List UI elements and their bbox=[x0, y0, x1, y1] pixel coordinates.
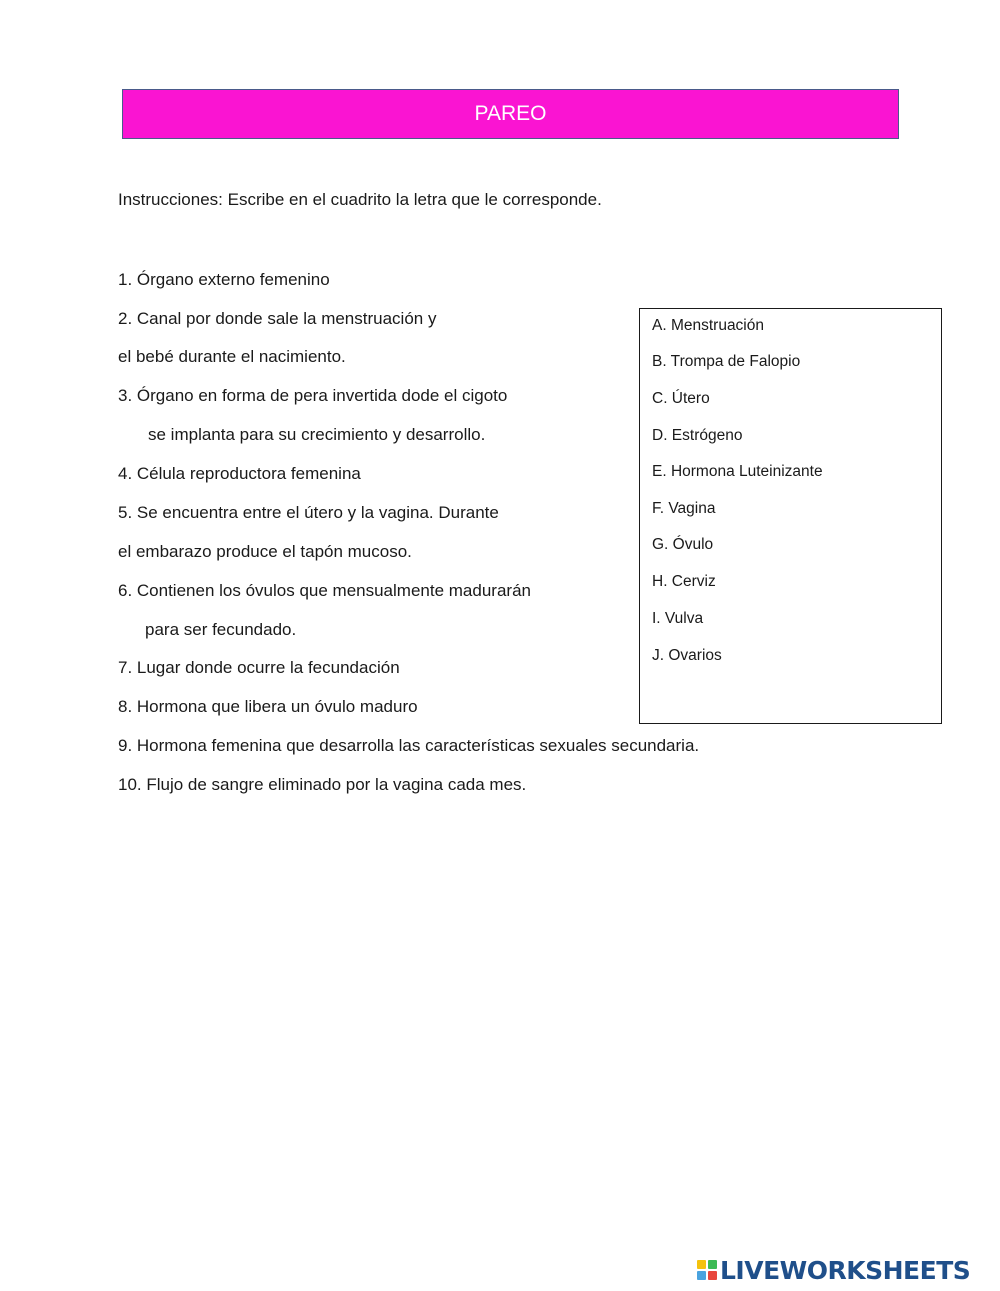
question-6: 6. Contienen los óvulos que mensualmente madurarán bbox=[118, 581, 531, 600]
brand-name: LIVEWORKSHEETS bbox=[720, 1255, 971, 1285]
title-banner bbox=[122, 89, 899, 139]
question-2-continuation: el bebé durante el nacimiento. bbox=[118, 347, 346, 366]
option-g: G. Óvulo bbox=[652, 536, 714, 553]
page-title: PAREO bbox=[474, 102, 547, 125]
question-5: 5. Se encuentra entre el útero y la vagina. Durante bbox=[118, 503, 499, 522]
question-8: 8. Hormona que libera un óvulo maduro bbox=[118, 697, 418, 716]
question-9: 9. Hormona femenina que desarrolla las características sexuales secundaria. bbox=[118, 736, 700, 755]
options-box bbox=[639, 308, 942, 724]
question-10: 10. Flujo de sangre eliminado por la vagina cada mes. bbox=[118, 775, 527, 794]
option-f: F. Vagina bbox=[652, 500, 716, 517]
logo-blocks-icon bbox=[697, 1260, 717, 1280]
question-7: 7. Lugar donde ocurre la fecundación bbox=[118, 658, 400, 677]
question-1: 1. Órgano externo femenino bbox=[118, 270, 330, 289]
question-3: 3. Órgano en forma de pera invertida dode el cigoto bbox=[118, 386, 508, 405]
question-5-continuation: el embarazo produce el tapón mucoso. bbox=[118, 542, 412, 561]
option-h: H. Cerviz bbox=[652, 573, 716, 590]
question-4: 4. Célula reproductora femenina bbox=[118, 464, 361, 483]
question-6-continuation: para ser fecundado. bbox=[145, 620, 297, 639]
option-d: D. Estrógeno bbox=[652, 427, 743, 444]
option-b: B. Trompa de Falopio bbox=[652, 353, 801, 370]
option-e: E. Hormona Luteinizante bbox=[652, 463, 823, 480]
option-c: C. Útero bbox=[652, 390, 710, 407]
instructions-text: Instrucciones: Escribe en el cuadrito la letra que le corresponde. bbox=[118, 190, 602, 209]
option-a: A. Menstruación bbox=[652, 317, 764, 334]
question-2: 2. Canal por donde sale la menstruación y bbox=[118, 309, 437, 328]
option-i: I. Vulva bbox=[652, 610, 704, 627]
liveworksheets-logo bbox=[697, 1255, 970, 1285]
question-3-continuation: se implanta para su crecimiento y desarrollo. bbox=[148, 425, 486, 444]
option-j: J. Ovarios bbox=[652, 647, 722, 664]
